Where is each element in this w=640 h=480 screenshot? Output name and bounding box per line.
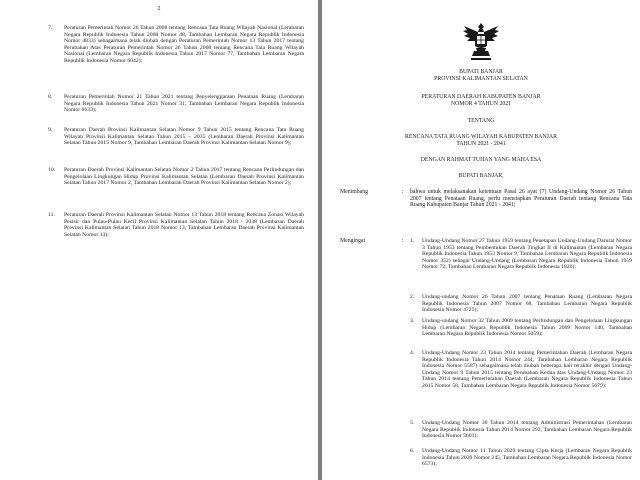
menimbang-colon: : bbox=[402, 189, 404, 195]
list-item-text: Undang-undang Nomor 32 Tahun 2009 tentang Perlindungan dan Pengelolaan Lingkungan Hidup (Lembaran Negara Republik Indonesia Tahun 2009 Nomor 140, Tambahan Lembaran Negara Republik Indonesia Nomor 5059); bbox=[422, 318, 632, 337]
header-line: BUPATI BANJAR bbox=[459, 69, 503, 75]
regulation-subject: RENCANA TATA RUANG WILAYAH KABUPATEN BANJAR bbox=[405, 134, 557, 140]
menimbang-text: bahwa untuk melaksanakan ketentuan Pasal 26 ayat (7) Undang-Undang Nomor 26 Tahun 2007 tentang Penataan Ruang, perlu menetapkan Peraturan Daerah tentang Rencana Tata Ruang Kabupaten Banjar Tahun 2021 - 2041; bbox=[410, 189, 632, 208]
document-page-left bbox=[0, 0, 318, 480]
list-item-number: 4. bbox=[410, 350, 415, 356]
menimbang-label: Menimbang bbox=[340, 189, 369, 195]
list-item-text: Peraturan Daerah Provinsi Kalimantan Selatan Nomor 13 Tahun 2018 tentang Rencana Zonasi Wilayah Pesisir dan Pulau-Pulau Kecil Provinsi Kalimantan Selatan Tahun 2018 - 2038 (Lembaran Daerah Provinsi Kalimantan Selatan Tahun 2018 Nomor 13, Tambahan Lembaran Daerah Provinsi Kalimantan Selatan Nomor 13); bbox=[64, 212, 304, 238]
bupati-line: BUPATI BANJAR, bbox=[458, 173, 504, 179]
list-item-number: 2. bbox=[410, 294, 415, 300]
list-item-number: 6. bbox=[410, 448, 415, 454]
list-item-number: 7. bbox=[48, 25, 53, 31]
list-item-number: 1. bbox=[410, 238, 415, 244]
regulation-period: TAHUN 2021 - 2041 bbox=[456, 141, 506, 147]
list-item-text: Undang-Undang Nomor 11 Tahun 2020 tentang Cipta Kerja (Lembaran Negara Republik Indonesia Tahun 2020 Nomor 245, Tambahan Lembaran Negara Republik Indonesia Nomor 6573); bbox=[422, 448, 632, 467]
mengingat-colon: : bbox=[402, 238, 404, 244]
list-item-text: Undang-Undang Nomor 27 Tahun 1959 tentang Penetapan Undang-Undang Darurat Nomor 3 Tahun 1953 tentang Pembentukan Daerah Tingkat II di Kalimantan (Lembaran Negara Republik Indonesia Tahun 1953 Nomor 9, Tambahan Lembaran Negara Republik Indonesia Nomor 352) sebagai Undang-Undang (Lembaran Negara Republik Indonesia Tahun 1959 Nomor 72, Tambahan Lembaran Negara Republik Indonesia 1820); bbox=[422, 238, 632, 270]
regulation-number: NOMOR 4 TAHUN 2021 bbox=[450, 101, 512, 107]
list-item-number: 5. bbox=[410, 420, 415, 426]
list-item-text: Peraturan Daerah Provinsi Kalimantan Selatan Nomor 2 Tahun 2017 tentang Rencana Perlindungan dan Pengelolaan Lingkungan Hidup Provinsi Kalimantan Selatan (Lembaran Daerah Provinsi Kalimantan Selatan Tahun 2017 Nomor 2, Tambahan Lembaran Daerah Provinsi Kalimantan Selatan Nomor 2); bbox=[64, 167, 304, 186]
list-item-number: 10. bbox=[48, 167, 56, 173]
list-item-text: Peraturan Daerah Provinsi Kalimantan Selatan Nomor 9 Tahun 2015 tentang Rencana Tata Ruang Wilayah Provinsi Kalimantan Selatan Tahun 2015 – 2035 (Lembaran Daerah Provinsi Kalimantan Selatan Tahun 2015 Nomor 9, Tambahan Lembaran Daerah Provinsi Kalimantan Selatan Nomor 9); bbox=[64, 127, 304, 146]
list-item-number: 8. bbox=[48, 94, 53, 100]
document-page-right bbox=[322, 0, 640, 480]
list-item-text: Undang-Undang Nomor 30 Tahun 2014 tentang Administrasi Pemerintahan (Lembaran Negara Republik Indonesia Tahun 2014 Nomor 292, Tambahan Lembaran Negara Republik Indonesia Nomor 5601); bbox=[422, 420, 632, 439]
list-item-text: Undang-Undang Nomor 23 Tahun 2014 tentang Pemerintahan Daerah (Lembaran Negara Republik Indonesia Tahun 2014 Nomor 244, Tambahan Lembaran Negara Republik Indonesia Nomor 5587) sebagaimana telah diubah beberapa kali terakhir dengan Undang-Undang Nomor 9 Tahun 2015 tentang Perubahan Kedua atas Undang-Undang Nomor 23 Tahun 2014 tentang Pemerintahan Daerah (Lembaran Negara Republik Indonesia Tahun 2015 Nomor 58, Tambahan Lembaran Negara Republik Indonesia Nomor 5679); bbox=[422, 350, 632, 389]
garuda-emblem-icon bbox=[461, 20, 501, 64]
list-item-text: Peraturan Pemerintah Nomor 21 Tahun 2021 tentang Penyelenggaraan Penataan Ruang (Lembaran Negara Republik Indonesia Tahun 2021 Nomor 31, Tambahan Lembaran Negara Republik Indonesia Nomor 6633); bbox=[64, 94, 304, 113]
tentang-heading: TENTANG bbox=[467, 118, 495, 124]
regulation-title: PERATURAN DAERAH KABUPATEN BANJAR bbox=[421, 94, 541, 100]
list-item-text: Peraturan Pemerintah Nomor 26 Tahun 2008 tentang Rencana Tata Ruang Wilayah Nasional (Lembaran Negara Republik Indonesia Tahun 2008 Nomor 48, Tambahan Lembaran Negara Republik Indonesia Nomor 4833) sebagaimana telah diubah dengan Peraturan Pemerintah Nomor 13 Tahun 2017 tentang Perubahan Atas Peraturan Pemerintah Nomor 26 Tahun 2008 tentang Rencana Tata Ruang Wilayah Nasional (Lembaran Negara Republik Indonesia Tahun 2017 Nomor 77, Tambahan Lembaran Negara Republik Indonesia Nomor 6042); bbox=[64, 25, 304, 64]
list-item-number: 9. bbox=[48, 127, 53, 133]
list-item-number: 11. bbox=[48, 212, 55, 218]
page-number: 2 bbox=[157, 6, 161, 12]
mengingat-label: Mengingat bbox=[340, 238, 366, 244]
blessing-line: DENGAN RAHMAT TUHAN YANG MAHA ESA bbox=[420, 157, 542, 163]
list-item-text: Undang-undang Nomor 26 Tahun 2007 tentang Penataan Ruang (Lembaran Negara Republik Indonesia Tahun 2007 Nomor 68, Tambahan Lembaran Negara Republik Indonesia Nomor 4725); bbox=[422, 294, 632, 313]
list-item-number: 3. bbox=[410, 318, 415, 324]
header-line: PROVINSI KALIMANTAN SELATAN bbox=[434, 76, 528, 82]
